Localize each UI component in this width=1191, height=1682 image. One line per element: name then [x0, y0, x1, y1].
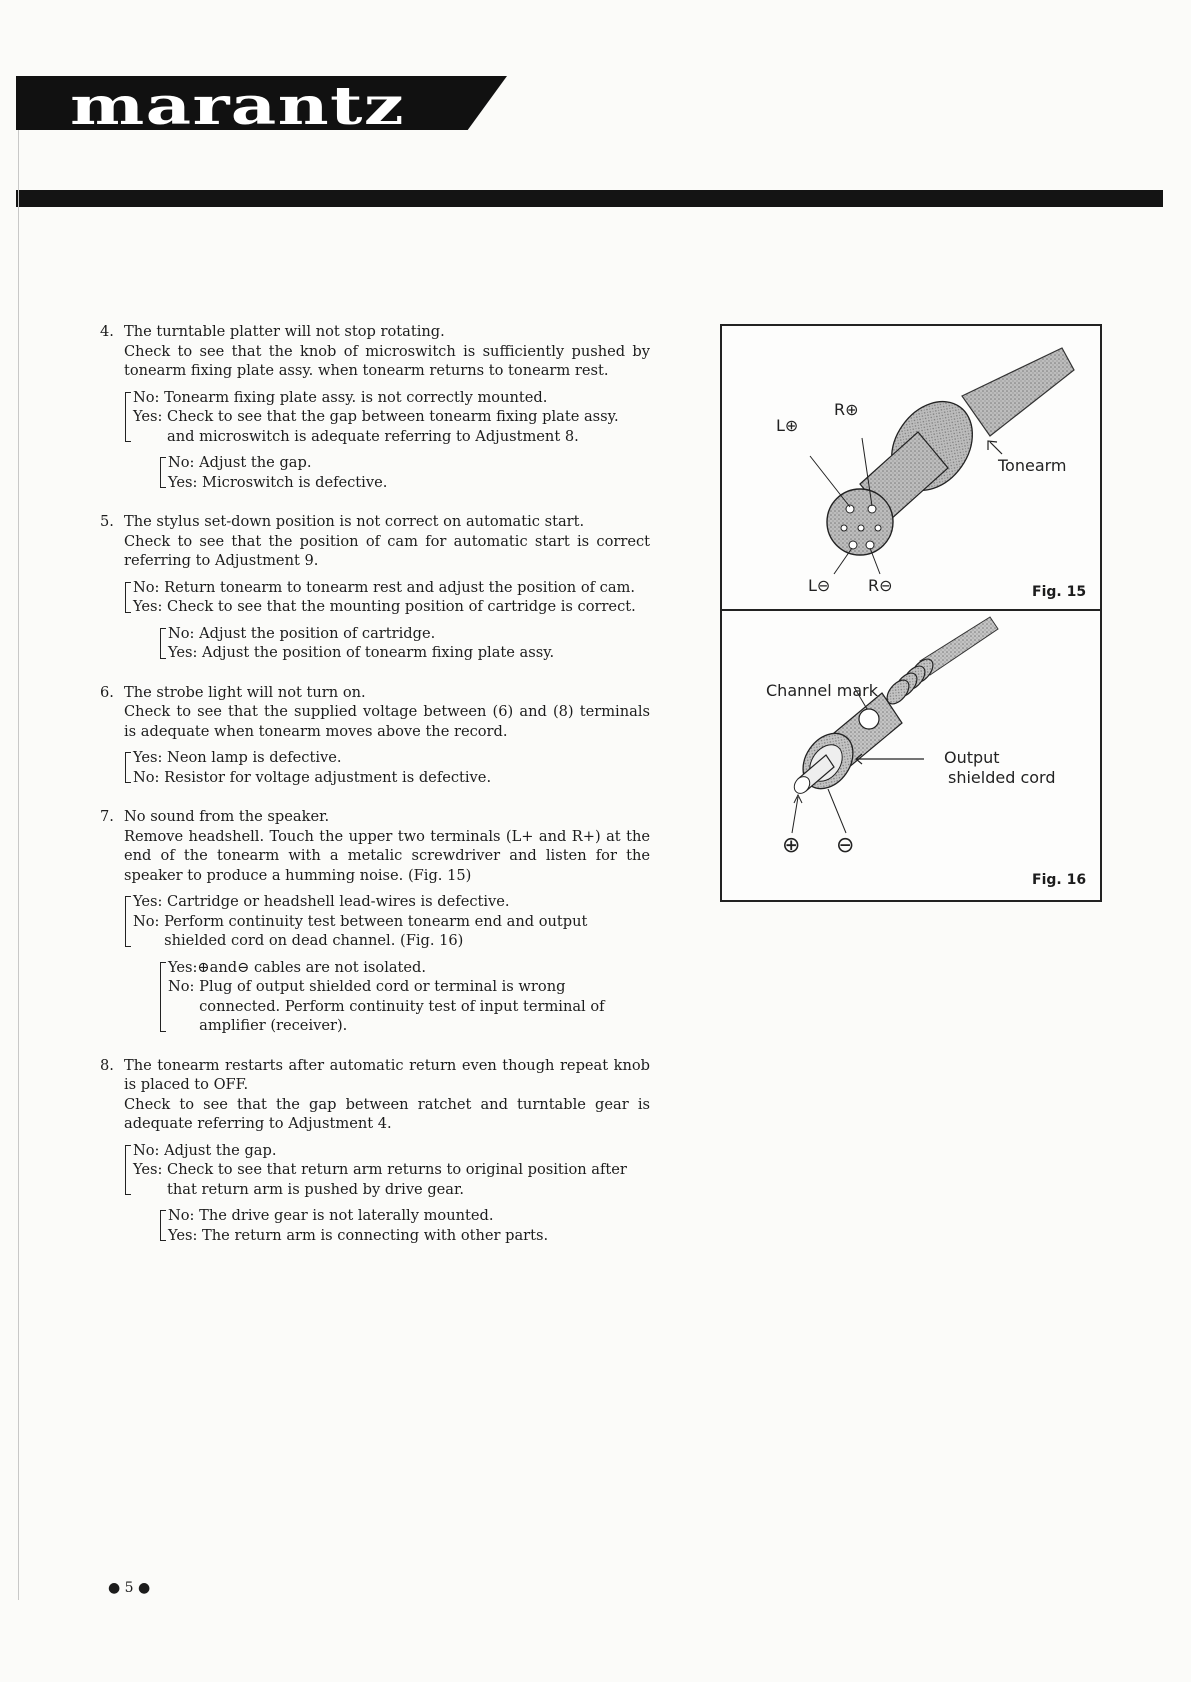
item-number: 7.	[100, 808, 114, 825]
decision-subbranch	[160, 624, 650, 663]
branch-text: ⊕and⊖ cables are not isolated.	[197, 958, 427, 976]
branch-tag: No:	[133, 768, 165, 786]
troubleshooting-list	[100, 322, 650, 1265]
label-channel-mark: Channel mark	[766, 681, 879, 700]
figure-panel	[720, 324, 1102, 902]
branch-tag: Yes:	[168, 473, 203, 491]
figure-caption: Fig. 16	[1032, 872, 1087, 888]
decision-branch	[125, 388, 650, 447]
branch-tag: Yes:	[168, 958, 198, 976]
branch-tag: Yes:	[133, 598, 168, 615]
list-item	[100, 322, 650, 492]
page-number: ● 5 ●	[108, 1580, 151, 1596]
decision-subbranch	[160, 453, 650, 492]
item-check: Check to see that the knob of microswitch is sufficiently pushed by tonearm fixing plate assy. when tonearm returns to tonearm rest.	[124, 342, 650, 379]
item-title: No sound from the speaker.	[124, 808, 330, 825]
item-number: 4.	[100, 323, 114, 340]
list-item	[100, 807, 650, 1036]
branch-tag: No:	[168, 978, 200, 995]
branch-tag: No:	[168, 1207, 200, 1224]
decision-branch	[125, 892, 650, 951]
list-item	[100, 512, 650, 663]
branch-text: Check to see that return arm returns to original position after that return arm is pushed by drive gear.	[167, 1161, 627, 1198]
decision-branch	[125, 578, 650, 617]
label-l-plus: L⊕	[776, 416, 799, 435]
label-r-plus: R⊕	[834, 400, 859, 419]
branch-tag: No:	[133, 1141, 165, 1159]
label-output: Output	[944, 748, 1000, 767]
label-tonearm: Tonearm	[998, 456, 1067, 475]
decision-branch	[125, 748, 650, 787]
branch-tag: No:	[168, 624, 200, 642]
branch-tag: Yes:	[133, 408, 168, 425]
decision-subbranch	[160, 1206, 650, 1245]
branch-text: Tonearm fixing plate assy. is not correctly mounted.	[164, 388, 548, 406]
branch-text: Resistor for voltage adjustment is defective.	[164, 768, 492, 786]
branch-text: Microswitch is defective.	[202, 473, 388, 491]
label-shielded-cord: shielded cord	[948, 768, 1056, 787]
branch-text: The drive gear is not laterally mounted.	[199, 1207, 494, 1224]
decision-subbranch	[160, 958, 650, 1036]
branch-tag: Yes:	[133, 749, 168, 766]
item-title: The strobe light will not turn on.	[124, 683, 366, 701]
label-plus: ⊕	[782, 833, 801, 858]
branch-text: Check to see that the gap between tonearm fixing plate assy. and microswitch is adequate referring to Adjustment 8.	[167, 408, 619, 445]
branch-text: Cartridge or headshell lead-wires is defective.	[167, 893, 510, 910]
branch-tag: No:	[168, 454, 200, 471]
branch-tag: No:	[133, 912, 165, 930]
item-title: The stylus set-down position is not correct on automatic start.	[124, 513, 585, 530]
label-minus: ⊖	[836, 833, 855, 858]
item-title: The tonearm restarts after automatic return even though repeat knob is placed to OFF.	[124, 1056, 650, 1093]
item-number: 8.	[100, 1056, 114, 1074]
item-check: Check to see that the supplied voltage between (6) and (8) terminals is adequate when tonearm moves above the record.	[124, 703, 650, 740]
branch-text: Plug of output shielded cord or terminal is wrong connected. Perform continuity test of input terminal of amplifier (receiver).	[199, 978, 605, 1034]
branch-text: Check to see that the mounting position of cartridge is correct.	[167, 598, 636, 615]
item-number: 6.	[100, 683, 114, 701]
figure-caption: Fig. 15	[1032, 584, 1087, 600]
label-l-minus: L⊖	[808, 576, 831, 595]
branch-tag: Yes:	[133, 1161, 168, 1178]
label-r-minus: R⊖	[868, 576, 893, 595]
header-rule	[16, 190, 1163, 207]
branch-text: The return arm is connecting with other parts.	[202, 1226, 549, 1244]
branch-tag: Yes:	[168, 644, 203, 661]
item-check: Remove headshell. Touch the upper two terminals (L+ and R+) at the end of the tonearm with a metalic screwdriver and listen for the speaker to produce a humming noise. (Fig. 15)	[124, 827, 650, 884]
branch-tag: Yes:	[133, 893, 168, 910]
decision-branch	[125, 1141, 650, 1200]
item-check: Check to see that the gap between ratchet and turntable gear is adequate referring to Adjustment 4.	[124, 1095, 650, 1132]
branch-tag: Yes:	[168, 1226, 203, 1244]
item-check: Check to see that the position of cam for automatic start is correct referring to Adjustment 9.	[124, 532, 650, 569]
list-item	[100, 1056, 650, 1246]
branch-text: Neon lamp is defective.	[167, 749, 342, 766]
item-number: 5.	[100, 513, 114, 530]
branch-text: Adjust the position of cartridge.	[199, 624, 436, 642]
branch-tag: No:	[133, 388, 165, 406]
list-item	[100, 683, 650, 788]
item-title: The turntable platter will not stop rotating.	[124, 323, 445, 340]
branch-text: Adjust the gap.	[164, 1141, 277, 1159]
branch-text: Adjust the gap.	[199, 454, 312, 471]
margin-line	[18, 130, 19, 1600]
branch-tag: No:	[133, 578, 165, 596]
branch-text: Perform continuity test between tonearm end and output shielded cord on dead channel. (Fig. 16)	[164, 912, 588, 949]
branch-text: Adjust the position of tonearm fixing plate assy.	[202, 644, 555, 661]
brand-logo: marantz	[70, 76, 406, 137]
shielded-cord-illustration	[722, 611, 1100, 900]
branch-text: Return tonearm to tonearm rest and adjust the position of cam.	[164, 578, 636, 596]
